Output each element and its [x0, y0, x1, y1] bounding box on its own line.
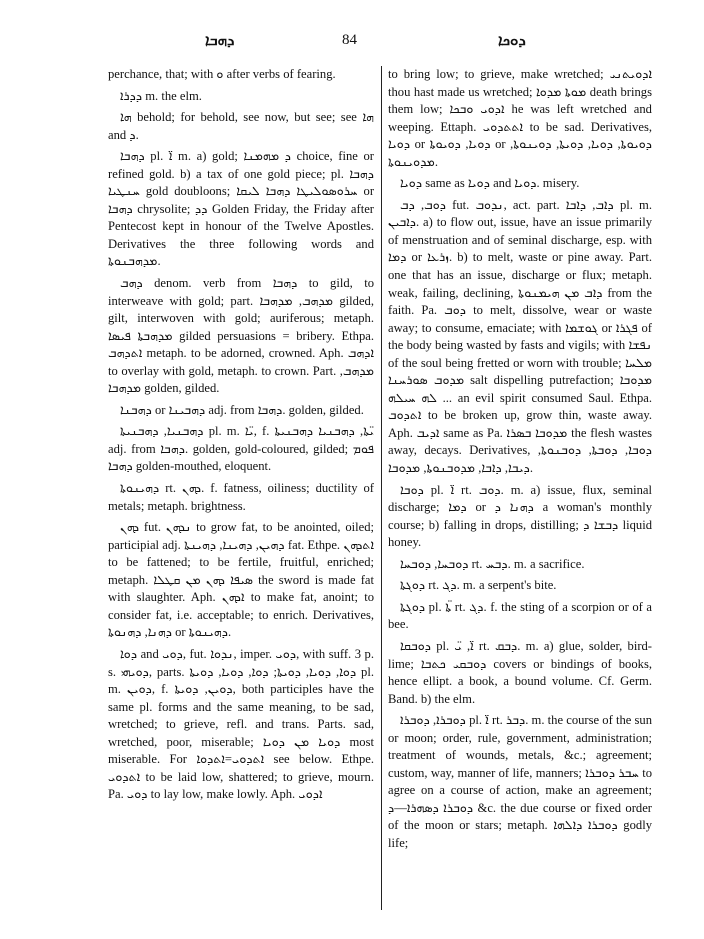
- dictionary-entry: to bring low; to grieve, make wretched; ܐܕܘܝܬܢܝ thou hast made us wretched; ܡܘܬܐ ܡܕܘܐ death brings them low; ܐܕܘܝ ܘܒܟܐ he was left wretched and weeping. Ettaph. ܐܬܬܕܘܝ to be sad. Derivatives, ܕܘܝܐ or ܕܘܝܐ, ܕܘܝܘܬܐ or ܕܘܝܘܬܐ, ܕܘܝܐ, ܕܘܝܬܐ, ܕܘܝܢܘܬܐ, ܡܕܘܝܢܘܬܐ.: [388, 67, 652, 169]
- dictionary-entry: ܕܕܪܐ m. the elm.: [120, 88, 202, 103]
- left-running-head: ܕܗܒܐ: [205, 33, 235, 49]
- dictionary-entry: ܕܘܒ, ܕܒ fut. ܢܕܘܒ, act. part. ܕܐܒ, ܕܐܒܐ pl. m. ܕܐܒܝܢ. a) to flow out, issue, have an issue primarily of menstruation and of seminal discharge, esp. with ܕܡܐ or ܙܪܥܐ. b) to melt, waste or pine away. Part. one that has an issue, discharge or flux; metaph. weak, failing, declining, ܕܐܒ ܡܢ ܗܝܡܢܘܬܐ from the faith. Pa. ܕܘܒ to melt, dissolve, wear or waste away; to consume, emaciate; with ܓܘܫܡܐ or ܦܓܪܐ of the body being wasted by fasts and vigils; with ܢܦܫܐ of the soul being fretted or worn with trouble; ܡܠܚܐ ܡܕܘܒ ܣܘܪܚܢܐ salt dispelling putrefaction; ܡܕܘܒܐ ܠܗ ܚܝܠܗ ... an evil spirit consumed Saul. Ethpa. ܐܬܕܘܒ to be broken up, grow thin, waste away. Aph. ܐܕܝܒ same as Pa. ܡܕܘܒܐ ܒܣܪܐ the flesh wastes away, decays. Derivatives, ܕܘܒܐ, ܕܘܒܬܐ, ܕܘܒܢܘܬܐ, ܕܝܒܐ, ܕܐܒܐ, ܡܕܘܒܢܘܬܐ, ܡܕܘܒܐ.: [388, 197, 653, 476]
- dictionary-entry: ܕܘܒܚܐ, ܕܘܒܚܐ rt. ܕܒܚ. m. a sacrifice.: [400, 556, 585, 571]
- dictionary-entry: ܕܘܝܐ same as ܕܘܝܐ and ܕܘܝܐ. misery.: [400, 176, 580, 191]
- dictionary-entry: ܕܘܒܩܐ pl. ܐ̈, ܝ̈ rt. ܕܒܩ. m. a) glue, solder, bird-lime; ܕܘܒܩܝ ܟܬܒܐ covers or bindings of books, hence ellipt. a book, a bound volume. Cf. Germ. Band. b) the elm.: [388, 638, 652, 706]
- running-header: [0, 30, 704, 54]
- right-running-head: ܕܘܟܐ: [498, 33, 526, 49]
- column-divider: [381, 66, 382, 910]
- dictionary-entry: ܕܗܒܢܝܐ, ܕܗܒܢܝܬܐ pl. m. ܝ̈ܐ, f. ܝ̈ܬܐ, ܕܗܒܢܝܐ ܕܗܒܢܝܬܐ adj. from ܕܗܒܐ. golden, gold-coloured, gilded; ܦܘܡ ܕܗܒܐ golden-mouthed, eloquent.: [108, 424, 375, 474]
- dictionary-entry: ܕܗܢ fut. ܢܕܗܢ to grow fat, to be anointed, oiled; participial adj. ܕܗܝܢ, ܕܗܝܢܐ, ܕܗܝܢܬܐ fat. Ethpe. ܐܬܕܗܢ to be fattened; to be fertile, fruitful, enriched; metaph. ܣܝܦܐ ܕܗܢ ܡܢ ܩܛܠܐ the sword is made fat with slaughter. Aph. ܐܕܗܢ to make fat, anoint; to consider fat, i.e. acceptable; to enrich. Derivatives, ܕܗܢܐ, ܕܗܢܘܬܐ or ܕܗܝܢܘܬܐ.: [108, 520, 374, 640]
- dictionary-entry: ܕܗܒ denom. verb from ܕܗܒܐ to gild, to interweave with gold; part. ܡܕܗܒ, ܡܕܗܒܐ gilded, gilt, interwoven with gold; auriferous; metaph. ܡܕܗܒܬܐ ܦܝܣܐ gilded persuasions = bribery. Ethpa. ܐܬܕܗܒ metaph. to be adorned, crowned. Aph. ܐܕܗܒ to overlay with gold, metaph. to crown. Part. ܡܕܗܒ, ܡܕܗܒܐ golden, gilded.: [108, 276, 375, 396]
- dictionary-entry: ܕܘܒܐ pl. ܐ̈ rt. ܕܘܒ. m. a) issue, flux, seminal discharge; ܕܡܐ or ܕܗܢܐ ܕ a woman's monthly course; b) falling in drops, distilling; ܕܒܫܐ ܕ liquid honey.: [388, 482, 653, 550]
- left-column: [108, 66, 374, 808]
- dictionary-entry: ܕܗܒܢܐ or ܕܗܒܝܢܐ adj. from ܕܗܒܐ. golden, gilded.: [120, 402, 364, 417]
- page-number: 84: [342, 32, 357, 48]
- dictionary-entry: ܗܐ behold; for behold, see now, but see; see ܗܐ and ܕ.: [108, 110, 374, 142]
- right-column: [388, 66, 652, 857]
- dictionary-entry: ܕܗܒܐ pl. ܐ̈ m. a) gold; ܕ ܡܗܡܢܐ choice, fine or refined gold. b) a tax of one gold piece; pl. ܕܗܒܐ ܚܢܛܝܐ gold doubloons; ܚܪܘܣܘܠܝܛܐ ܕܗܒܐ ܠܝܩܐ or ܕܗܒܐ chrysolite; ܕܕ Golden Friday, the Friday after Pentecost kept in honour of the Twelve Apostles. Derivatives the three following words and ܡܕܗܒܢܘܬܐ.: [108, 149, 375, 269]
- dictionary-entry: ܕܘܓܬܐ pl. ܬ̈ܐ rt. ܕܓ. f. the sting of a scorpion or of a bee.: [388, 599, 652, 632]
- dictionary-entry: ܕܗܝܢܘܬܐ rt. ܕܗܢ. f. fatness, oiliness; ductility of metals; metaph. brightness.: [108, 481, 374, 513]
- dictionary-entry: ܕܘܒܪܐ, ܕܘܒܪܐ pl. ܐ̈ rt. ܕܒܪ. m. the course of the sun or moon; order, rule, government, administration; treatment of wounds, metals, &c.; agreement; custom, way, manner of life, manners; ܚܒܪ ܕܘܒܪܐ to agree on a course of action, make an agreement; ܕܘܒܪܐ ܕܣܗܪܐ—ܕ &c. the due course or fixed order of the moon or stars; metaph. ܕܘܒܪܐ ܕܐܠܗܐ godly life;: [388, 713, 653, 850]
- dictionary-entry: ܕܘܓܬܐ rt. ܕܓ. m. a serpent's bite.: [400, 578, 557, 593]
- dictionary-entry: ܕܘܐ and ܕܘܝ, fut. ܢܕܘܐ, imper. ܕܘܝ, with suff. 3 p. s. ܕܘܝܗܝ, parts. ܕܘܐ, ܕܘܝܐ, ܕܘܝܬܐ; ܕܘܐ, ܕܘܝܐ, ܕܘܝܬܐ pl. m. ܕܘܝܢ, f. ܕܘܝܢ, ܕܘܝܬܐ, both participles have the same pl. forms and the same meaning, to be sad, wretched; to grieve, refl. and trans. Parts. sad, wretched, poor, miserable; ܕܘܝܐ ܡܢ ܕܘܝܐ most miserable. For ܐܬܕܘܝ=ܐܬܕܘܐ see below. Ethpe. ܐܬܕܘܝ to be laid low, shattered; to grieve, mourn. Pa. ܕܘܝ to lay low, make lowly. Aph. ܐܕܘܝ: [108, 646, 375, 802]
- dictionary-entry: perchance, that; with ܘ after verbs of fearing.: [108, 67, 336, 81]
